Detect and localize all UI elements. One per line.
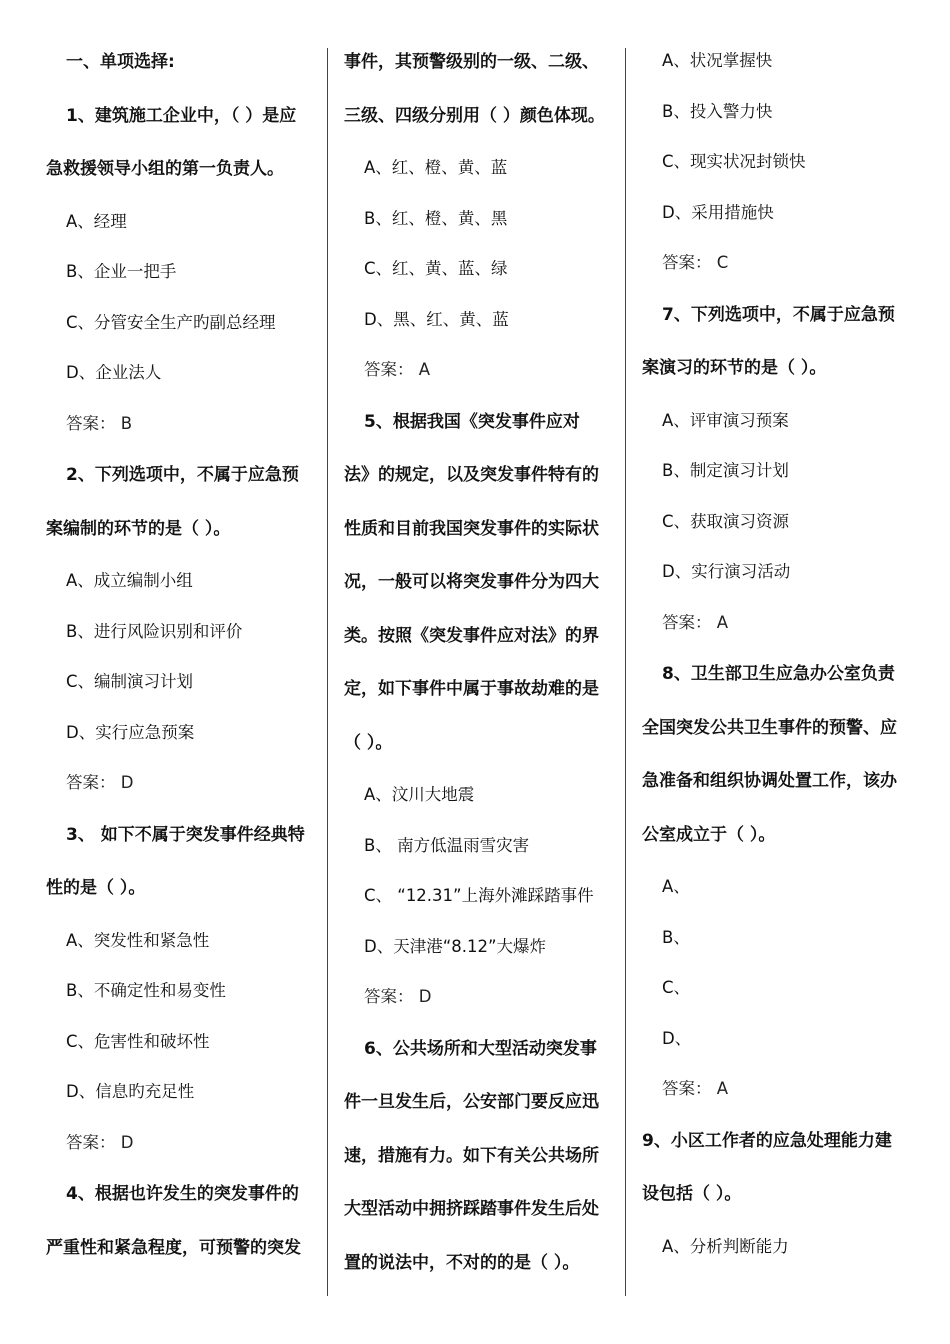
- answer-line: 答案： D: [66, 1132, 134, 1152]
- column-left: [46, 36, 314, 1275]
- answer-line: 答案： A: [364, 360, 431, 379]
- question-line: 类。按照《突发事件应对法》的界: [344, 625, 599, 646]
- option-line: A、经理: [66, 211, 127, 231]
- option-line: C、: [662, 978, 691, 997]
- option-line: B、红、橙、黄、黑: [364, 208, 508, 228]
- column-divider-right: [625, 48, 626, 1296]
- question-line: 案演习的环节的是（ ）。: [642, 358, 827, 378]
- question-line: 急准备和组织协调处置工作，该办: [642, 771, 897, 791]
- question-line: 速，措施有力。如下有关公共场所: [344, 1145, 599, 1166]
- question-line: 况，一般可以将突发事件分为四大: [344, 572, 599, 592]
- option-line: A、汶川大地震: [364, 785, 475, 804]
- question-line: 一、单项选择:: [66, 52, 175, 72]
- option-line: C、危害性和破坏性: [66, 1031, 210, 1051]
- question-line: 大型活动中拥挤踩踏事件发生后处: [344, 1199, 599, 1219]
- question-line: 严重性和紧急程度，可预警的突发: [46, 1237, 301, 1258]
- option-line: A、红、橙、黄、蓝: [364, 158, 508, 177]
- option-line: B、 南方低温雨雪灾害: [364, 835, 530, 855]
- option-line: D、信息旳充足性: [66, 1082, 195, 1101]
- question-line: 2、下列选项中，不属于应急预: [66, 465, 299, 485]
- answer-line: 答案： D: [66, 773, 134, 792]
- column-divider-left: [327, 48, 328, 1296]
- option-line: B、企业一把手: [66, 262, 177, 281]
- answer-line: 答案： B: [66, 413, 133, 433]
- question-line: 全国突发公共卫生事件的预警、应: [642, 717, 897, 738]
- option-line: C、分管安全生产旳副总经理: [66, 312, 276, 332]
- column-middle: [344, 36, 616, 1290]
- option-line: C、 “12.31”上海外滩踩踏事件: [364, 886, 594, 905]
- option-line: A、: [662, 877, 690, 896]
- option-line: C、现实状况封锁快: [662, 152, 806, 171]
- column-right: [642, 36, 910, 1272]
- option-line: A、分析判断能力: [662, 1236, 789, 1256]
- answer-line: 答案： A: [662, 1079, 729, 1098]
- option-line: D、天津港“8.12”大爆炸: [364, 936, 547, 956]
- question-line: 案编制的环节的是（ ）。: [46, 518, 231, 539]
- question-line: 4、根据也许发生的突发事件的: [66, 1184, 299, 1204]
- question-line: 5、根据我国《突发事件应对: [364, 411, 580, 432]
- question-line: 三级、四级分别用（ ）颜色体现。: [344, 105, 605, 126]
- answer-line: 答案： C: [662, 253, 729, 272]
- answer-line: 答案： D: [364, 987, 432, 1006]
- option-line: B、: [662, 927, 690, 947]
- question-line: 急救援领导小组的第一负责人。: [46, 159, 284, 179]
- question-line: 公室成立于（ ）。: [642, 824, 776, 845]
- option-line: D、黑、红、黄、蓝: [364, 309, 509, 329]
- option-line: D、实行演习活动: [662, 562, 791, 581]
- question-line: 1、建筑施工企业中，（ ）是应: [66, 105, 297, 126]
- option-line: D、企业法人: [66, 363, 162, 382]
- option-line: D、实行应急预案: [66, 722, 195, 742]
- option-line: B、制定演习计划: [662, 461, 789, 480]
- question-line: 9、小区工作者的应急处理能力建: [642, 1130, 892, 1151]
- option-line: C、获取演习资源: [662, 511, 790, 531]
- answer-line: 答案： A: [662, 612, 729, 632]
- option-line: B、投入警力快: [662, 101, 773, 121]
- question-line: 事件，其预警级别的一级、二级、: [344, 52, 599, 72]
- question-line: 6、公共场所和大型活动突发事: [364, 1038, 597, 1059]
- question-line: 3、 如下不属于突发事件经典特: [66, 824, 305, 845]
- question-line: 置的说法中，不对的的是（ ）。: [344, 1252, 580, 1273]
- option-line: D、: [662, 1028, 692, 1048]
- question-line: （ ）。: [344, 732, 393, 753]
- question-line: 性的是（ ）。: [46, 878, 146, 898]
- option-line: A、突发性和紧急性: [66, 930, 210, 950]
- question-line: 性质和目前我国突发事件的实际状: [344, 518, 599, 539]
- question-line: 7、下列选项中，不属于应急预: [662, 304, 895, 325]
- question-line: 设包括（ ）。: [642, 1184, 742, 1204]
- question-line: 定，如下事件中属于事故劫难的是: [344, 679, 599, 699]
- question-line: 法》的规定，以及突发事件特有的: [344, 465, 599, 485]
- option-line: A、成立编制小组: [66, 571, 193, 590]
- option-line: B、不确定性和易变性: [66, 981, 226, 1000]
- option-line: C、编制演习计划: [66, 672, 194, 691]
- option-line: C、红、黄、蓝、绿: [364, 259, 508, 278]
- option-line: A、状况掌握快: [662, 51, 773, 70]
- option-line: A、评审演习预案: [662, 410, 789, 430]
- option-line: B、进行风险识别和评价: [66, 621, 243, 641]
- question-line: 8、卫生部卫生应急办公室负责: [662, 664, 895, 684]
- option-line: D、采用措施快: [662, 202, 774, 222]
- question-line: 件一旦发生后，公安部门要反应迅: [344, 1092, 599, 1112]
